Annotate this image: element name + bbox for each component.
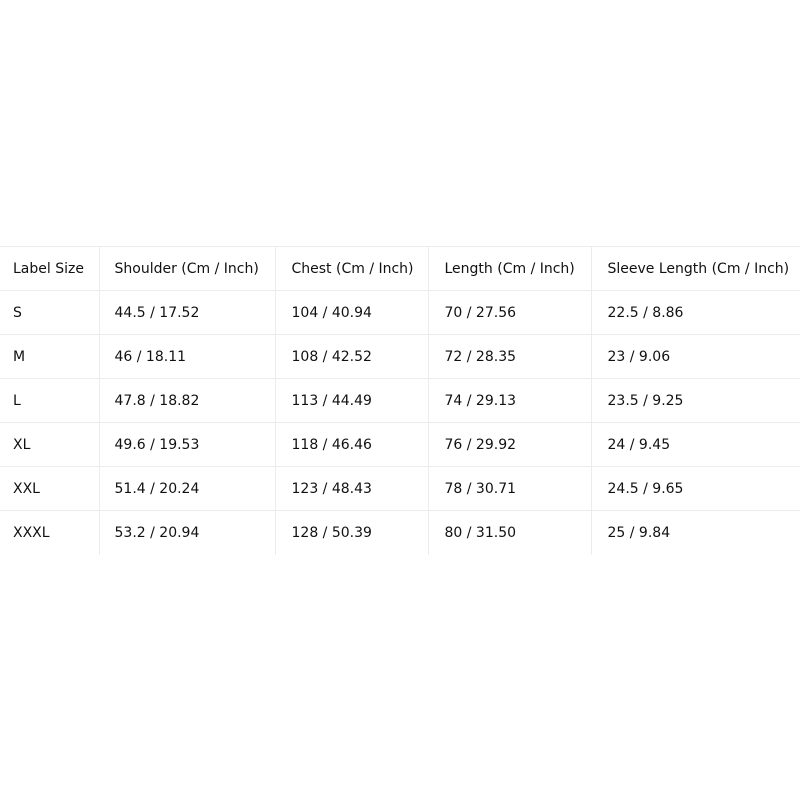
cell-length: 72 / 28.35 (428, 335, 591, 379)
header-length: Length (Cm / Inch) (428, 247, 591, 291)
header-label-size: Label Size (0, 247, 99, 291)
cell-shoulder: 49.6 / 19.53 (99, 423, 275, 467)
table-row (0, 423, 800, 467)
header-row (0, 247, 800, 291)
cell-label-size: XXL (0, 467, 99, 511)
cell-sleeve-length: 22.5 / 8.86 (591, 291, 800, 335)
cell-label-size: XL (0, 423, 99, 467)
cell-chest: 108 / 42.52 (275, 335, 428, 379)
cell-length: 74 / 29.13 (428, 379, 591, 423)
cell-shoulder: 51.4 / 20.24 (99, 467, 275, 511)
cell-label-size: XXXL (13, 524, 50, 541)
cell-shoulder: 46 / 18.11 (99, 335, 275, 379)
cell-shoulder: 44.5 / 17.52 (99, 291, 275, 335)
cell-chest: 128 / 50.39 (275, 511, 428, 555)
table-row (0, 467, 800, 511)
header-chest: Chest (Cm / Inch) (275, 247, 428, 291)
cell-length: 78 / 30.71 (428, 467, 591, 511)
header-sleeve-length: Sleeve Length (Cm / Inch) (591, 247, 800, 291)
cell-chest: 113 / 44.49 (275, 379, 428, 423)
table-row (0, 335, 800, 379)
table-row (0, 379, 800, 423)
table-row (0, 511, 800, 555)
size-chart-table (0, 246, 800, 555)
cell-length: 80 / 31.50 (428, 511, 591, 555)
cell-sleeve-length: 23 / 9.06 (591, 335, 800, 379)
size-chart-body (0, 291, 800, 555)
cell-length: 76 / 29.92 (428, 423, 591, 467)
cell-label-size: L (0, 379, 99, 423)
cell-chest: 123 / 48.43 (275, 467, 428, 511)
cell-chest: 118 / 46.46 (275, 423, 428, 467)
cell-sleeve-length: 25 / 9.84 (591, 511, 800, 555)
cell-sleeve-length: 24.5 / 9.65 (591, 467, 800, 511)
cell-label-size: S (0, 291, 99, 335)
cell-chest: 104 / 40.94 (275, 291, 428, 335)
size-chart-header (0, 247, 800, 291)
cell-sleeve-length: 23.5 / 9.25 (591, 379, 800, 423)
size-chart (0, 246, 800, 555)
cell-sleeve-length: 24 / 9.45 (591, 423, 800, 467)
cell-shoulder: 53.2 / 20.94 (99, 511, 275, 555)
cell-length: 70 / 27.56 (428, 291, 591, 335)
cell-shoulder: 47.8 / 18.82 (99, 379, 275, 423)
header-shoulder: Shoulder (Cm / Inch) (99, 247, 275, 291)
table-row (0, 291, 800, 335)
cell-label-size: M (0, 335, 99, 379)
